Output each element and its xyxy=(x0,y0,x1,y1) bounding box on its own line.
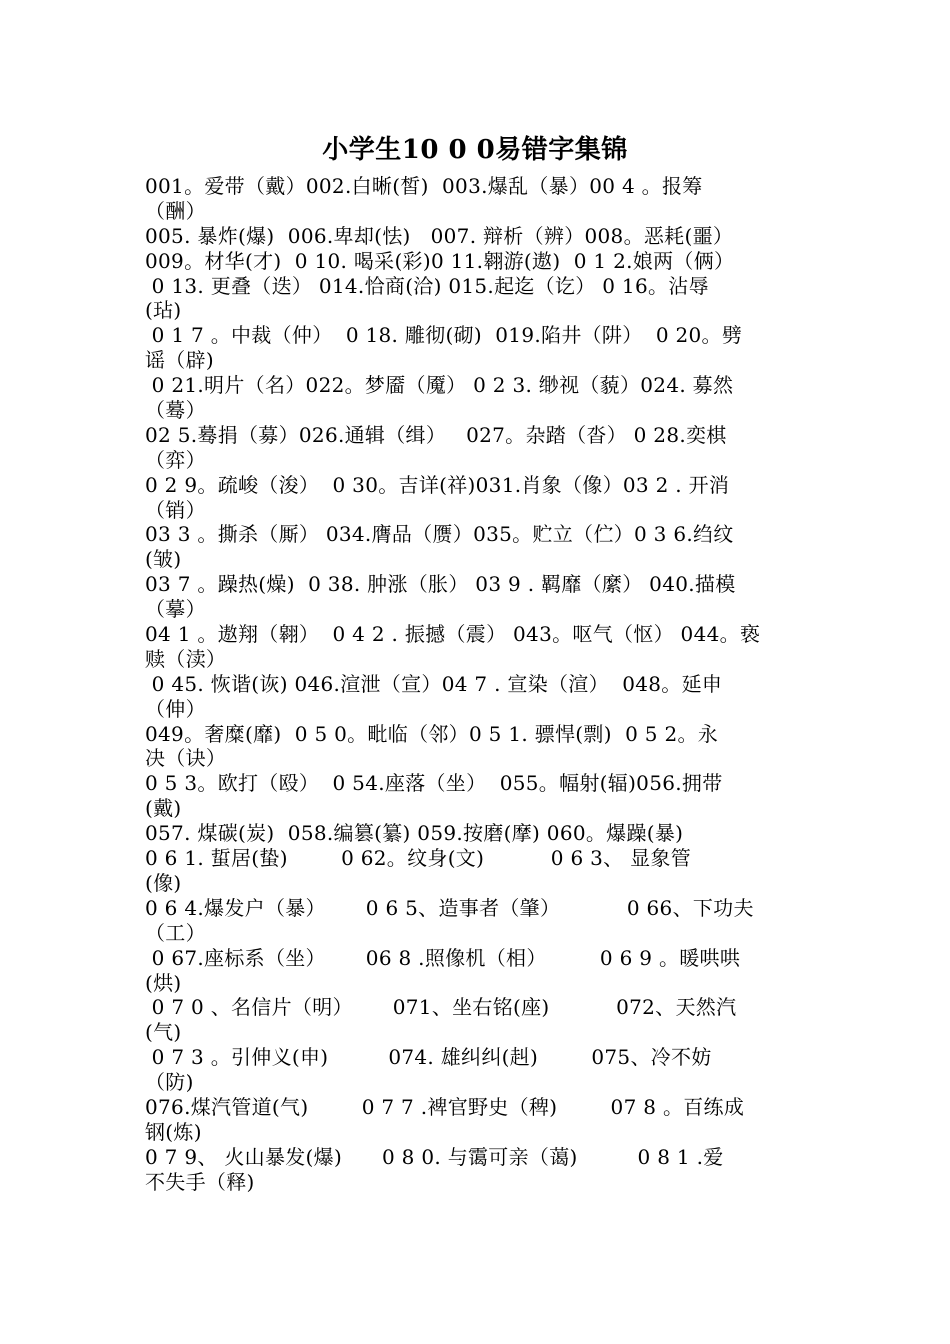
text-line: 02 5.蓦捐（募）026.通辑（缉） 027。杂踏（沓） 0 28.奕棋 xyxy=(145,422,727,447)
text-line: （销） xyxy=(145,497,206,522)
text-line: （防) xyxy=(145,1070,194,1095)
text-line: （蓦） xyxy=(145,398,206,423)
text-line: 049。奢糜(靡) 0 5 0。毗临（邻）0 5 1. 骠悍(剽) 0 5 2。永 xyxy=(145,721,719,746)
document-title: 小学生10 0 0易错字集锦 xyxy=(322,135,628,165)
text-line: (烘) xyxy=(145,970,182,995)
text-line: （伸） xyxy=(145,696,206,721)
text-line: 0 21.明片（名）022。梦靥（魇） 0 2 3. 缈视（藐）024. 募然 xyxy=(145,373,734,398)
text-line: 决（诀） xyxy=(145,746,227,771)
text-line: 0 5 3。欧打（殴） 0 54.座落（坐） 055。幅射(辐)056.拥带 xyxy=(145,771,723,796)
text-line: 0 67.座标系（坐） 06 8 .照像机（相） 0 6 9 。暖哄哄 xyxy=(145,945,741,970)
text-line: 钢(炼) xyxy=(145,1119,202,1144)
text-line: 03 3 。撕杀（厮） 034.膺品（赝）035。贮立（伫）0 3 6.绉纹 xyxy=(145,522,734,547)
text-line: 057. 煤碳(炭) 058.编篡(纂) 059.按磨(摩) 060。爆躁(暴) xyxy=(145,821,684,846)
text-line: 076.煤汽管道(气) 0 7 7 .裨官野史（稗) 07 8 。百练成 xyxy=(145,1094,745,1119)
text-line: 0 1 7 。中裁（仲） 0 18. 雕彻(砌) 019.陷井（阱） 0 20。劈 xyxy=(145,323,743,348)
text-line: 谣（辟) xyxy=(145,348,215,373)
text-line: 009。材华(才) 0 10. 喝采(彩)0 11.翱游(遨) 0 1 2.娘两（俩） xyxy=(145,248,735,273)
text-line: 0 6 4.爆发户（暴） 0 6 5、造事者（肇） 0 66、下功夫 xyxy=(145,895,754,920)
text-line: （弈） xyxy=(145,447,206,472)
text-line: 04 1 。遨翔（翱） 0 4 2 . 振撼（震） 043。呕气（怄） 044。亵 xyxy=(145,622,761,647)
text-line: （摹） xyxy=(145,597,206,622)
text-line: 0 7 0 、名信片（明） 071、坐右铭(座) 072、天然汽 xyxy=(145,995,737,1020)
text-line: 不失手（释) xyxy=(145,1169,255,1194)
text-line: (气) xyxy=(145,1020,182,1045)
text-line: 0 6 1. 蜇居(蛰) 0 62。纹身(文) 0 6 3、 显象管 xyxy=(145,846,692,871)
text-line: 0 45. 恢谐(诙) 046.渲泄（宣）04 7 . 宣染（渲） 048。延申 xyxy=(145,671,723,696)
text-line: (皱) xyxy=(145,547,182,572)
text-line: 001。爱带（戴）002.白晰(皙) 003.爆乱（暴）00 4 。报筹 xyxy=(145,174,703,198)
text-line: （酬） xyxy=(145,198,206,223)
text-line: (戴) xyxy=(145,796,182,821)
text-line: (玷) xyxy=(145,298,182,323)
text-line: (像) xyxy=(145,870,182,895)
text-line: 0 7 3 。引伸义(申) 074. 雄纠纠(赳) 075、冷不妨 xyxy=(145,1045,712,1070)
text-line: 0 13. 更叠（迭） 014.恰商(洽) 015.起迄（讫） 0 16。沾辱 xyxy=(145,273,709,298)
text-line: 0 7 9、 火山暴发(爆) 0 8 0. 与霭可亲（蔼) 0 8 1 .爱 xyxy=(145,1144,724,1169)
text-line: 005. 暴炸(爆) 006.卑却(怯) 007. 辩析（辨）008。恶耗(噩） xyxy=(145,223,734,248)
text-line: 赎（渎） xyxy=(145,646,227,671)
document-body xyxy=(145,174,813,1195)
text-line: 0 2 9。疏峻（浚） 0 30。吉详(祥)031.肖象（像）03 2 . 开消 xyxy=(145,472,730,497)
text-line: （工） xyxy=(145,920,206,945)
text-line: 03 7 。躁热(燥) 0 38. 肿涨（胀） 03 9 . 羁靡（縻） 040.描模 xyxy=(145,572,736,597)
